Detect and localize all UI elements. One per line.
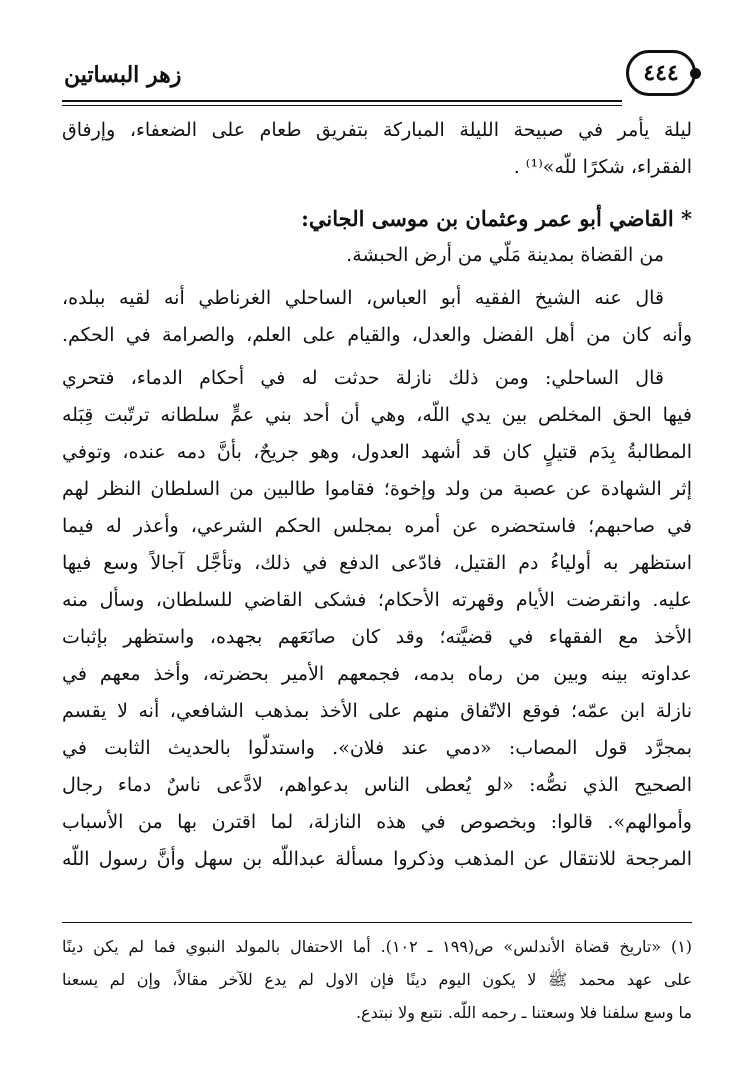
section-heading: * القاضي أبو عمر وعثمان بن موسى الجاني: [301, 206, 692, 231]
text-line: وأنه كان من أهل الفضل والعدل، والقيام على العلم، والصرامة في الحكم. [62, 324, 692, 346]
footnote-line: على عهد محمد ﷺ لا يكون اليوم دينًا فإن الاول لم يدع للآخر مقالاً، وإن لم يسعنا [62, 970, 692, 989]
footnote-line: (١) «تاريخ قضاة الأندلس» ص(١٩٩ ـ ١٠٢). أما الاحتفال بالمولد النبوي فما لم يكن دينًا [62, 937, 692, 956]
footnotes [62, 930, 692, 1029]
text-line: عليه. وانقرضت الأيام وقهرته الأحكام؛ فشكى القاضي للسلطان، وسأل منه [62, 589, 692, 611]
text-line: فيها الحق المخلص بين يدي اللّه، وهي أن أحد بني عمٍّ سلطانه ترتّبت قِبَله [62, 404, 692, 426]
text-line: نازلة ابن عمّه؛ فوقع الاتّفاق منهم على الأخذ بمذهب الشافعي، أنه لا يقسم [62, 700, 692, 722]
badge-dot-ornament [690, 68, 701, 79]
text-line: قال الساحلي: ومن ذلك نازلة حدثت له في أحكام الدماء، فتحري [62, 367, 664, 389]
header-rule [62, 100, 622, 102]
text-line: قال عنه الشيخ الفقيه أبو العباس، الساحلي الغرناطي أنه لقيه ببلده، [62, 287, 664, 309]
text-line: المطالبةُ بِدَم قتيلٍ كان قد أشهد العدول، وهو جريحٌ، بأنَّ دمه عنده، وتوفي [62, 441, 692, 463]
page-number: ٤٤٤ [643, 60, 679, 86]
text-line: استظهر به أولياءُ دم القتيل، فادّعى الدفع في ذلك، وتأجَّل آجالاً وسع فيها [62, 552, 692, 574]
text-line: المرجحة للانتقال عن المذهب وذكروا مسألة عبداللّه بن سهل وأنَّ رسول اللّه [62, 848, 692, 870]
text-line: الصحيح الذي نصُّه: «لو يُعطى الناس بدعواهم، لادَّعى ناسٌ دماء رجال [62, 774, 692, 796]
text-line: في صاحبهم؛ فاستحضره عن أمره بمجلس الحكم الشرعي، وأعذر له فيما [62, 515, 692, 537]
header-rule-thin [62, 105, 622, 106]
main-text [62, 112, 692, 878]
footnote-rule [62, 922, 692, 923]
text-line: عداوته بينه وبين من رماه بدمه، فجمعهم الأمير بحضرته، وأخذ معهم في [62, 663, 692, 685]
text-line: وأموالهم». قالوا: وبخصوص في هذه النازلة، لما اقترن بها من الأسباب [62, 811, 692, 833]
text-line: بمجرَّد قول المصاب: «دمي عند فلان». واستدلّوا بالحديث الثابت في [62, 737, 692, 759]
text-line: الأخذ مع الفقهاء في قضيَّته؛ وقد كان صانَعَهم بجهده، واستظهر بإثبات [62, 626, 692, 648]
text-line: إثر الشهادة عن عصبة من ولد وإخوة؛ فقاموا طالبين من السلطان النظر لهم [62, 478, 692, 500]
text-line: من القضاة بمدينة مَلّي من أرض الحبشة. [346, 244, 664, 266]
text-line: الفقراء، شكرًا للّه»⁽¹⁾ . [513, 156, 692, 178]
page-number-badge [626, 50, 696, 96]
page-header [62, 50, 696, 106]
book-title: زهر البساتين [64, 62, 182, 88]
footnote-line: ما وسع سلفنا فلا وسعتنا ـ رحمه اللّه. نتبع ولا نبتدع. [355, 1003, 692, 1022]
text-line: ليلة يأمر في صبيحة الليلة المباركة بتفريق طعام على الضعفاء، وإرفاق [62, 119, 692, 141]
